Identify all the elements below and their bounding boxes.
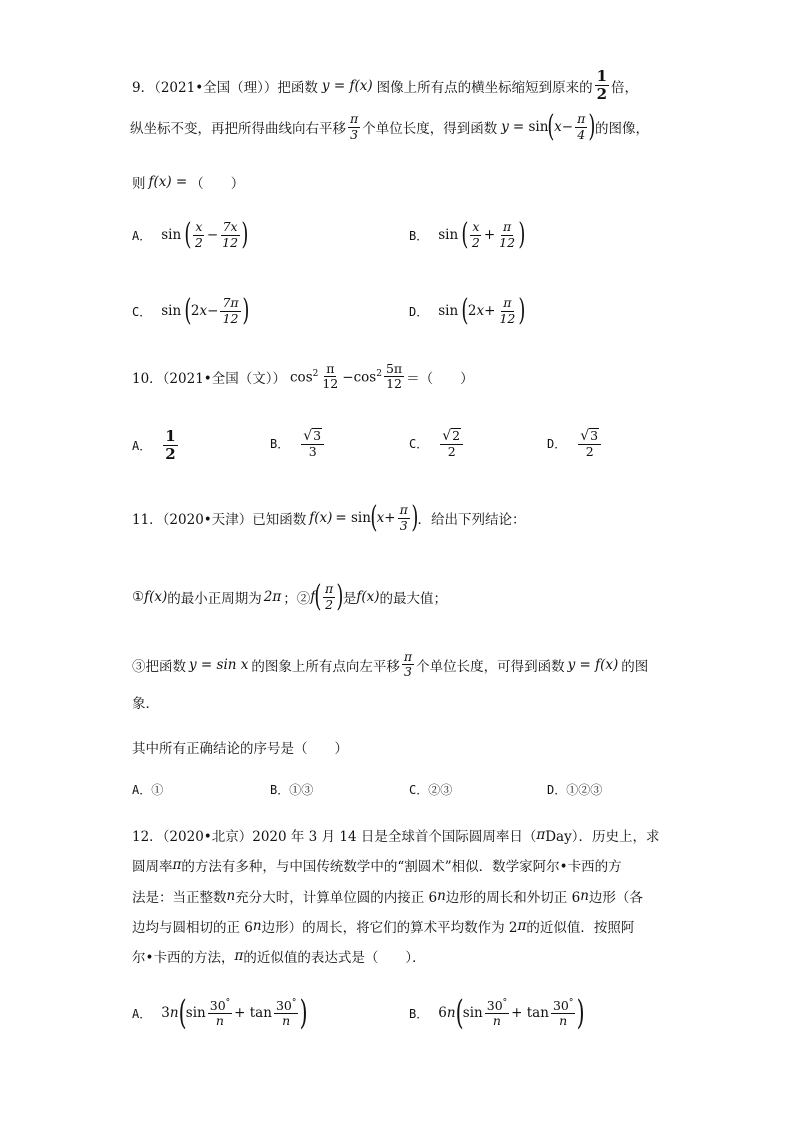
q10-stem: 10．（2021•全国（文）） $\cos^2$ $\frac{\pi}{12}$ $-\cos^2$ $\frac{5\pi}{12}$ ＝（ ） xyxy=(132,361,474,392)
math: y = f(x) xyxy=(321,77,373,94)
option-label: C． xyxy=(409,437,429,452)
q9-option-a[interactable]: A． sin ( $\frac{x}{2}$ − $\frac{7x}{12}$ ) xyxy=(132,217,249,252)
option-label: A． xyxy=(132,228,152,243)
q12-l2b: 的方法有多种，与中国传统数学中的“割圆术”相似．数学家阿尔•卡西的方 xyxy=(181,859,622,875)
q11-c1d: 是 xyxy=(342,591,357,607)
q11-option-c[interactable] xyxy=(409,781,462,798)
q12-line5: 尔•卡西的方法， π 的近似值的表达式是（ ）． xyxy=(132,948,426,966)
q12-l5b: 的近似值的表达式是（ ）． xyxy=(243,950,426,966)
q9-text7: 则 xyxy=(132,176,146,192)
q12-l4b: 边形）的周长，将它们的算术平均数作为 2 xyxy=(261,920,518,936)
q9-text3: 倍， xyxy=(611,79,639,96)
q11-option-a[interactable] xyxy=(132,781,173,798)
q9-option-b[interactable]: B． sin ( $\frac{x}{2}$ + $\frac{\pi}{12}$ ) xyxy=(409,217,526,252)
q9-text1: 9．（2021•全国（理））把函数 xyxy=(132,79,318,96)
q12-l3c: 边形的周长和外切正 6 xyxy=(445,890,581,906)
q11-c3a: ③把函数 xyxy=(132,658,186,675)
q11-conclusion-3-cont xyxy=(132,692,159,712)
frac-pi-3: $\frac{\pi}{3}$ xyxy=(350,111,359,142)
option-label: B． xyxy=(270,437,290,452)
frac-one-half: $\frac{1}{2}$ xyxy=(596,67,608,104)
q12-line4: 边均与圆相切的正 6 n 边形）的周长，将它们的算术平均数作为 2 π 的近似值．按照阿 xyxy=(132,918,635,936)
q11-conclusion-1-2: ① f(x) 的最小正周期为 2π ；② f ( $\frac{\pi}{2}$ ) 是 f(x) 的最大值； xyxy=(132,579,448,614)
q10-option-b[interactable]: B． √ 3 3 xyxy=(270,428,326,459)
q12-option-b[interactable]: B． 6 n ( sin $\frac{30^\circ}{n}$ + tan $\frac{30^\circ}{n}$ ) xyxy=(409,993,585,1033)
q11-c3c: 个单位长度，可得到函数 xyxy=(416,658,565,675)
q12-l3b: 充分大时，计算单位圆的内接正 6 xyxy=(235,890,438,906)
option-text: B．①③ xyxy=(270,783,314,797)
q11-c1c: ；② xyxy=(283,591,311,607)
q9-text4: 纵坐标不变，再把所得曲线向右平移 xyxy=(130,121,346,137)
q9-text2: 图像上所有点的横坐标缩短到原来的 xyxy=(376,79,593,96)
q10-option-d[interactable]: D． √ 3 2 xyxy=(547,428,603,459)
option-label: B． xyxy=(409,1006,429,1021)
q10-option-c[interactable]: C． √ 2 2 xyxy=(409,428,465,459)
q12-l2a: 圆周率 xyxy=(132,859,173,875)
q11-c3e: 象． xyxy=(132,696,159,712)
q11-text1: 11．（2020•天津）已知函数 xyxy=(132,512,307,528)
q12-line3: 法是：当正整数 n 充分大时，计算单位圆的内接正 6 n 边形的周长和外切正 6 n 边形（各 xyxy=(132,888,643,906)
q11-c1a: ① xyxy=(132,589,145,605)
q9-text6: 的图像， xyxy=(595,121,649,137)
option-label: D． xyxy=(547,437,567,452)
q11-option-d[interactable] xyxy=(547,781,612,798)
q11-c3d: 的图 xyxy=(621,658,649,675)
q11-c1e: 的最大值； xyxy=(379,591,448,607)
q11-c3b: 的图象上所有点向左平移 xyxy=(251,658,400,675)
option-label: A． xyxy=(132,1006,152,1021)
q9-text8: （ ） xyxy=(190,176,245,192)
q9-line2: 纵坐标不变，再把所得曲线向右平移 $\frac{\pi}{3}$ 个单位长度，得到函数 y = sin ( x − $\frac{\pi}{4}$ ) 的图像， xyxy=(130,109,649,144)
option-label: D． xyxy=(409,304,429,319)
math: y xyxy=(501,119,509,135)
q11-conclusion-3: ③把函数 y = sin x 的图象上所有点向左平移 $\frac{\pi}{3}$ 个单位长度，可得到函数 y = f(x) 的图 xyxy=(132,649,649,680)
option-text: D．①②③ xyxy=(547,783,603,797)
q12-l4c: 的近似值．按照阿 xyxy=(526,920,635,936)
q9-option-d[interactable]: D． sin ( 2 x + $\frac{\pi}{12}$ ) xyxy=(409,293,526,328)
q9-line3: 则 f(x) = （ ） xyxy=(132,174,245,192)
q12-l4a: 边均与圆相切的正 6 xyxy=(132,920,253,936)
q12-l5a: 尔•卡西的方法， xyxy=(132,950,235,966)
option-label: B． xyxy=(409,228,429,243)
frac-pi-4: $\frac{\pi}{4}$ xyxy=(577,111,586,142)
q12-l3d: 边形（各 xyxy=(588,890,643,906)
q11-ask xyxy=(132,737,348,757)
option-label: C． xyxy=(132,304,152,319)
q10-text1: 10．（2021•全国（文）） xyxy=(132,370,286,387)
q12-l1b: Day）．历史上，求 xyxy=(545,829,660,845)
q11-stem: 11．（2020•天津）已知函数 f(x) = sin ( x + $\frac{\pi}{3}$ ) ．给出下列结论： xyxy=(132,500,526,535)
q12-line2: 圆周率 π 的方法有多种，与中国传统数学中的“割圆术”相似．数学家阿尔•卡西的方 xyxy=(132,857,622,875)
option-text: A．① xyxy=(132,783,164,797)
q11-c1b: 的最小正周期为 xyxy=(167,591,262,607)
option-text: C．②③ xyxy=(409,783,453,797)
q10-text2: ＝（ ） xyxy=(406,370,474,387)
q12-l1a: 12．（2020•北京）2020 年 3 月 14 日是全球首个国际圆周率日（ xyxy=(132,829,537,845)
q12-option-a[interactable]: A． 3 n ( sin $\frac{30^\circ}{n}$ + tan $\frac{30^\circ}{n}$ ) xyxy=(132,993,308,1033)
option-label: A． xyxy=(132,439,152,454)
q9-text5: 个单位长度，得到函数 xyxy=(362,121,498,137)
q12-line1: 12．（2020•北京）2020 年 3 月 14 日是全球首个国际圆周率日（ π Day）．历史上，求 xyxy=(132,827,660,845)
q11-option-b[interactable] xyxy=(270,781,323,798)
q9-line1 xyxy=(132,68,638,104)
q11-text2: ．给出下列结论： xyxy=(417,512,526,528)
q10-option-a[interactable]: A． $\frac{1}{2}$ xyxy=(132,427,176,464)
q12-l3a: 法是：当正整数 xyxy=(132,890,227,906)
q9-option-c[interactable]: C． sin ( 2 x − $\frac{7\pi}{12}$ ) xyxy=(132,293,249,328)
q11-ask-text: 其中所有正确结论的序号是（ ） xyxy=(132,741,348,757)
